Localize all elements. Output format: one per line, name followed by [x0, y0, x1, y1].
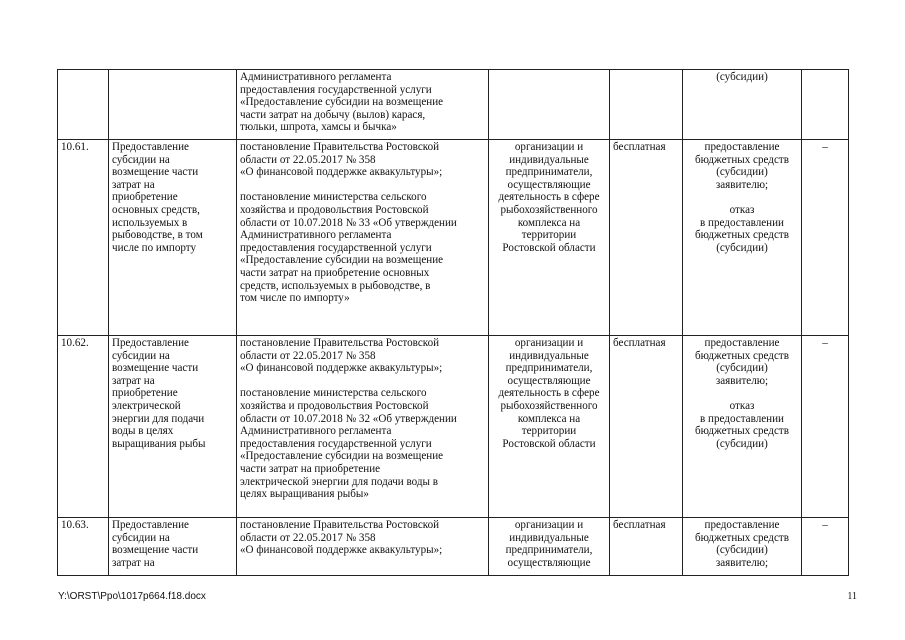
cell-line: хозяйства и продовольствия Ростовской: [240, 203, 429, 216]
legal-basis-cell: [237, 140, 489, 336]
note-cell: [802, 518, 849, 576]
cell-line: бюджетных средств: [695, 229, 789, 242]
cell-line: предприниматели,: [505, 166, 593, 179]
page-number: 11: [847, 591, 857, 602]
cell-line: части затрат на добычу (вылов) карася,: [240, 108, 426, 121]
cell-line: возмещение части: [112, 544, 199, 557]
table-row: [58, 70, 849, 140]
cell-line: используемых в: [112, 216, 188, 229]
cell-line: субсидии на: [112, 349, 170, 362]
cell-text: –: [822, 141, 828, 153]
cell-line: организации и: [514, 141, 584, 153]
cell-line: комплекса на: [517, 216, 581, 229]
cell-line: заявителю;: [715, 374, 769, 387]
cell-line: Административного регламента: [240, 229, 392, 242]
result-cell: [683, 336, 802, 518]
row-number-cell: [58, 336, 109, 518]
result-cell: [683, 518, 802, 576]
result-cell: [683, 70, 802, 140]
cell-line: постановление министерства сельского: [240, 387, 427, 400]
cell-line: Административного регламента: [240, 71, 392, 83]
cell-line: возмещение части: [112, 362, 199, 375]
legal-basis-cell: [237, 336, 489, 518]
row-number-cell: [58, 140, 109, 336]
cell-text: бесплатная: [613, 337, 666, 349]
cell-line: целях выращивания рыбы»: [240, 488, 369, 501]
cell-line: постановление Правительства Ростовской: [240, 141, 440, 153]
cell-line: тюльки, шпрота, хамсы и бычка»: [240, 121, 397, 134]
cell-line: (субсидии): [716, 362, 768, 375]
cell-line: территории: [521, 425, 577, 438]
cell-line: воды в целях: [112, 425, 174, 438]
cell-line: электрической энергии для подачи воды в: [240, 475, 439, 488]
cell-line: выращивания рыбы: [112, 437, 206, 450]
recipients-cell: [489, 70, 610, 140]
cell-line: заявителю;: [715, 178, 769, 191]
cell-line: Ростовской области: [502, 241, 596, 254]
cell-line: предоставления государственной услуги: [240, 83, 432, 96]
recipients-cell: [489, 518, 610, 576]
cell-line: приобретение: [112, 387, 178, 400]
cell-line: предоставления государственной услуги: [240, 241, 432, 254]
service-name-cell: [109, 70, 237, 140]
cell-line: (субсидии): [716, 437, 768, 450]
cell-line: (субсидии): [716, 241, 768, 254]
cell-line: [686, 387, 798, 400]
cell-line: «О финансовой поддержке аквакультуры»;: [240, 362, 443, 375]
cell-line: в предоставлении: [700, 216, 784, 229]
note-cell: [802, 336, 849, 518]
note-cell: [802, 70, 849, 140]
cell-line: предоставления государственной услуги: [240, 437, 432, 450]
cell-line: «Предоставление субсидии на возмещение: [240, 254, 444, 267]
cell-line: [240, 375, 485, 388]
row-number-cell: [58, 70, 109, 140]
cell-line: хозяйства и продовольствия Ростовской: [240, 399, 429, 412]
cell-line: «О финансовой поддержке аквакультуры»;: [240, 166, 443, 179]
cell-line: возмещение части: [112, 166, 199, 179]
table-row: [58, 518, 849, 576]
cell-line: затрат на: [112, 556, 155, 569]
cell-line: индивидуальные: [509, 153, 589, 166]
note-cell: [802, 140, 849, 336]
cell-text: бесплатная: [613, 141, 666, 153]
result-cell: [683, 140, 802, 336]
recipients-cell: [489, 140, 610, 336]
cell-line: Административного регламента: [240, 425, 392, 438]
cell-line: (субсидии): [716, 166, 768, 179]
cell-line: Ростовской области: [502, 437, 596, 450]
cell-line: в предоставлении: [700, 412, 784, 425]
cell-text: 10.61.: [61, 141, 89, 153]
cell-line: предоставление: [704, 519, 780, 531]
cell-line: «Предоставление субсидии на возмещение: [240, 96, 444, 109]
cell-line: деятельность в сфере: [498, 387, 600, 400]
cell-line: энергии для подачи: [112, 412, 205, 425]
services-table: [57, 69, 849, 576]
cell-line: затрат на: [112, 178, 155, 191]
table-row: [58, 140, 849, 336]
cell-line: электрической: [112, 399, 181, 412]
cell-line: отказ: [729, 203, 755, 216]
cell-line: предоставление: [704, 141, 780, 153]
fee-cell: [610, 336, 683, 518]
cell-line: деятельность в сфере: [498, 191, 600, 204]
cell-text: 10.62.: [61, 337, 89, 349]
legal-basis-cell: [237, 518, 489, 576]
cell-line: (субсидии): [716, 544, 768, 557]
cell-line: постановление Правительства Ростовской: [240, 337, 440, 349]
cell-line: «Предоставление субсидии на возмещение: [240, 450, 444, 463]
footer-file-path: Y:\ORST\Ppo\1017p664.f18.docx: [58, 591, 206, 602]
cell-line: предоставление: [704, 337, 780, 349]
cell-line: рыбохозяйственного: [500, 399, 598, 412]
cell-line: бюджетных средств: [695, 425, 789, 438]
cell-text: –: [822, 337, 828, 349]
cell-text: 10.63.: [61, 519, 89, 531]
fee-cell: [610, 518, 683, 576]
cell-line: затрат на: [112, 374, 155, 387]
cell-line: (субсидии): [716, 71, 768, 83]
cell-line: части затрат на приобретение основных: [240, 266, 430, 279]
cell-line: области от 10.07.2018 № 32 «Об утверждении: [240, 412, 457, 425]
cell-line: том числе по импорту»: [240, 292, 350, 305]
service-name-cell: [109, 518, 237, 576]
cell-line: субсидии на: [112, 531, 170, 544]
cell-line: области от 10.07.2018 № 33 «Об утверждении: [240, 216, 457, 229]
cell-line: [240, 179, 485, 192]
cell-line: территории: [521, 229, 577, 242]
table-row: [58, 336, 849, 518]
cell-line: предприниматели,: [505, 362, 593, 375]
cell-line: бюджетных средств: [695, 531, 789, 544]
cell-line: индивидуальные: [509, 349, 589, 362]
cell-line: организации и: [514, 337, 584, 349]
recipients-cell: [489, 336, 610, 518]
cell-line: части затрат на приобретение: [240, 462, 381, 475]
cell-line: осуществляющие: [507, 374, 591, 387]
cell-line: области от 22.05.2017 № 358: [240, 153, 376, 166]
cell-line: приобретение: [112, 191, 178, 204]
cell-line: заявителю;: [715, 556, 769, 569]
cell-line: отказ: [729, 399, 755, 412]
cell-line: Предоставление: [112, 519, 189, 531]
cell-line: бюджетных средств: [695, 153, 789, 166]
service-name-cell: [109, 336, 237, 518]
cell-line: субсидии на: [112, 153, 170, 166]
legal-basis-cell: [237, 70, 489, 140]
cell-text: –: [822, 519, 828, 531]
cell-line: рыбохозяйственного: [500, 203, 598, 216]
cell-line: индивидуальные: [509, 531, 589, 544]
cell-text: бесплатная: [613, 519, 666, 531]
cell-line: Предоставление: [112, 337, 189, 349]
cell-line: числе по импорту: [112, 241, 197, 254]
cell-line: средств, используемых в рыбоводстве, в: [240, 279, 431, 292]
fee-cell: [610, 140, 683, 336]
cell-line: бюджетных средств: [695, 349, 789, 362]
row-number-cell: [58, 518, 109, 576]
cell-line: постановление министерства сельского: [240, 191, 427, 204]
cell-line: предприниматели,: [505, 544, 593, 557]
cell-line: основных средств,: [112, 203, 200, 216]
cell-line: комплекса на: [517, 412, 581, 425]
cell-line: осуществляющие: [507, 178, 591, 191]
cell-line: области от 22.05.2017 № 358: [240, 531, 376, 544]
cell-line: [686, 191, 798, 204]
cell-line: Предоставление: [112, 141, 189, 153]
cell-line: постановление Правительства Ростовской: [240, 519, 440, 531]
cell-line: организации и: [514, 519, 584, 531]
cell-line: «О финансовой поддержке аквакультуры»;: [240, 544, 443, 557]
cell-line: области от 22.05.2017 № 358: [240, 349, 376, 362]
fee-cell: [610, 70, 683, 140]
cell-line: осуществляющие: [507, 556, 591, 569]
cell-line: рыбоводстве, в том: [112, 229, 203, 242]
service-name-cell: [109, 140, 237, 336]
